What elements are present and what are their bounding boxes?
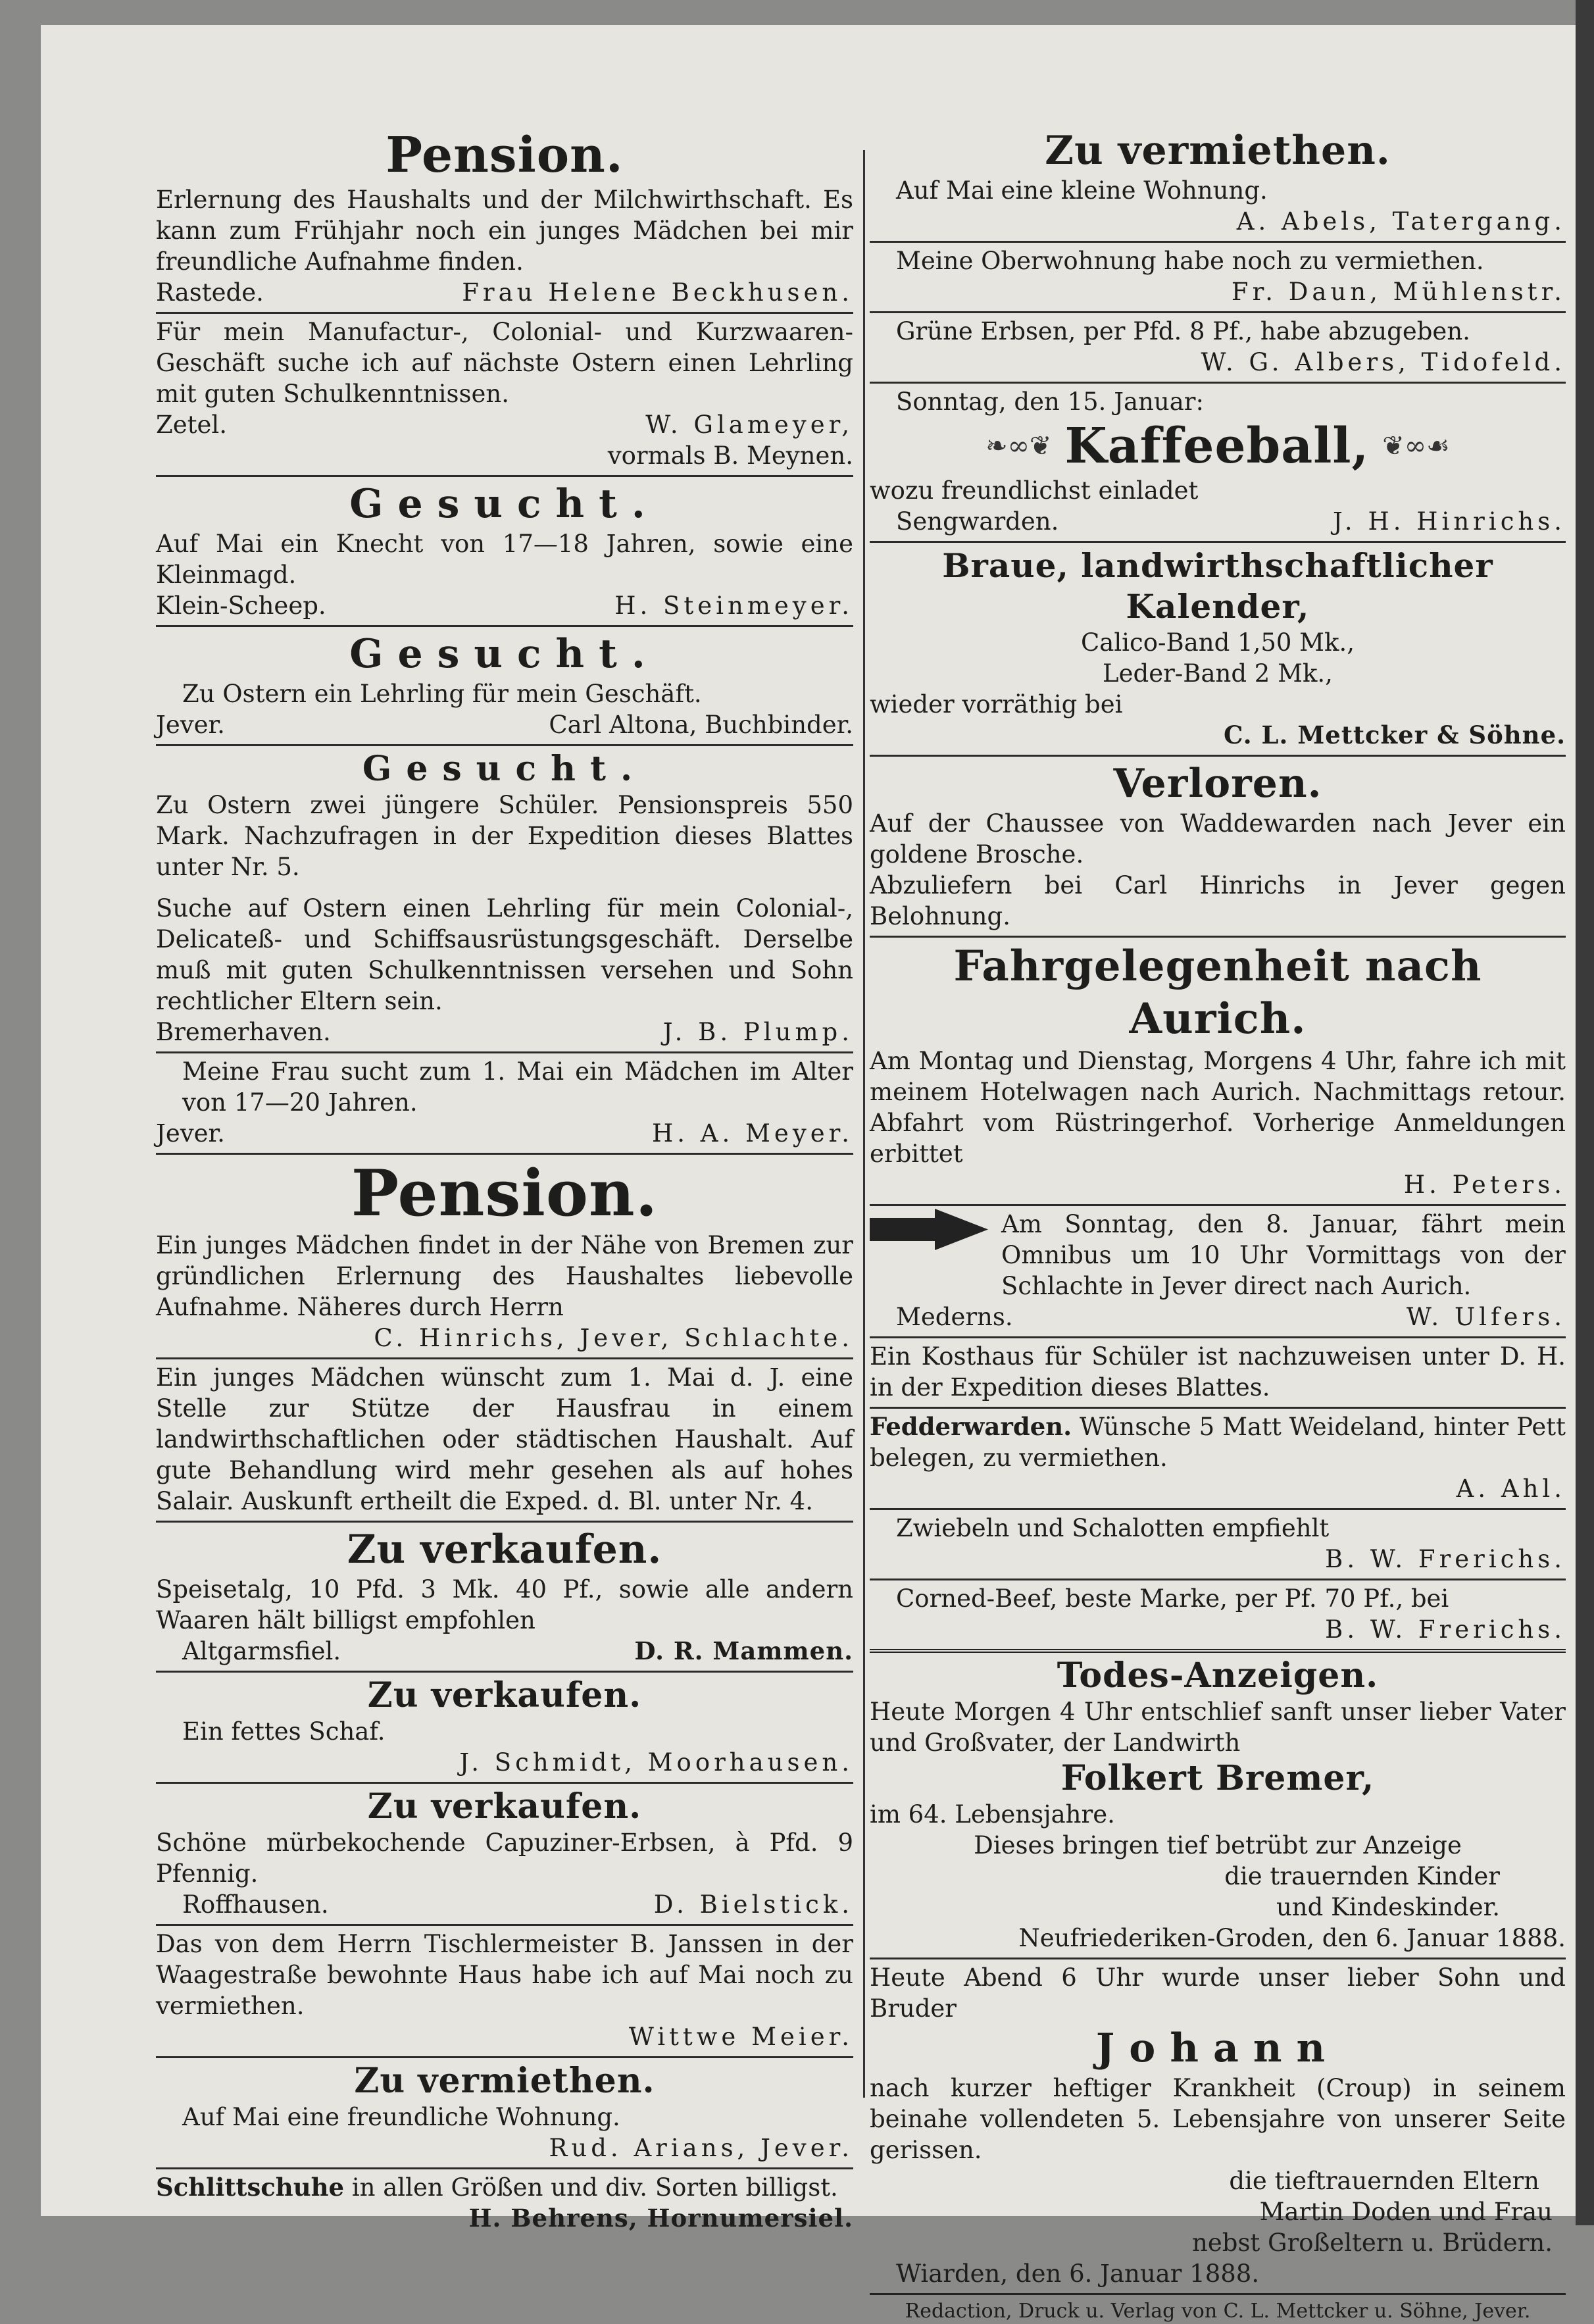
- ad-text: Am Sonntag, den 8. Januar, fährt mein Omnibus um 10 Uhr Vormittags von der Schlachte in Jever direct nach Aurich.: [1001, 1210, 1566, 1300]
- ad-line-2: die trauernden Kinder: [1224, 1862, 1500, 1890]
- ad-text-2: Abzuliefern bei Carl Hinrichs in Jever gegen Belohnung.: [870, 871, 1566, 930]
- ad-stelle-hausfrau: [156, 1357, 853, 1521]
- ad-text: Wünsche 5 Matt Weideland, hinter Pett belegen, zu vermiethen.: [870, 1413, 1566, 1472]
- ad-age: im 64. Lebensjahre.: [870, 1800, 1115, 1829]
- ad-text: Auf Mai eine kleine Wohnung.: [896, 176, 1268, 205]
- ad-text: Ein junges Mädchen wünscht zum 1. Mai d. J. eine Stelle zur Stütze der Hausfrau in einem landwirthschaftlichen oder städtischen Haushalt. Auf gute Behandlung wird mehr gesehen als auf hohes Salair. Auskunft ertheilt die Exped. d. Bl. unter Nr. 4.: [156, 1363, 853, 1515]
- ad-fahrgelegenheit: [870, 936, 1566, 1204]
- ad-line-1: Dieses bringen tief betrübt zur Anzeige: [974, 1831, 1462, 1859]
- ad-place: Mederns.: [896, 1303, 1013, 1331]
- ad-text: Am Montag und Dienstag, Morgens 4 Uhr, fahre ich mit meinem Hotelwagen nach Aurich. Nachmittags retour. Abfahrt vom Rüstringerhof. Vorherige Anmeldungen erbittet: [870, 1047, 1566, 1168]
- deceased-name: Folkert Bremer,: [1060, 1758, 1375, 1798]
- ad-text: Heute Morgen 4 Uhr entschlief sanft unser lieber Vater und Großvater, der Landwirth: [870, 1698, 1566, 1757]
- ad-text: Heute Abend 6 Uhr wurde unser lieber Sohn und Bruder: [870, 1963, 1566, 2023]
- ad-line-3: wieder vorräthig bei: [870, 690, 1123, 719]
- ad-text: Corned-Beef, beste Marke, per Pf. 70 Pf., bei: [896, 1584, 1449, 1613]
- ad-pension-bremen: [156, 1153, 853, 1357]
- ad-title: Gesucht.: [349, 631, 660, 677]
- ornament-left-icon: ❧∞❦: [985, 431, 1052, 461]
- ad-signer-2: vormals B. Meynen.: [607, 442, 853, 470]
- ad-todes-johann: [870, 1958, 1566, 2293]
- ad-signer: B. W. Frerichs.: [1325, 1545, 1566, 1573]
- ad-place: Zetel.: [156, 411, 227, 439]
- ad-title: Todes-Anzeigen.: [1057, 1655, 1379, 1696]
- ad-verloren: [870, 755, 1566, 936]
- ad-signer: W. Glameyer,: [645, 411, 853, 439]
- ad-schlittschuhe: [156, 2167, 853, 2238]
- ad-signer: Wittwe Meier.: [628, 2023, 853, 2051]
- ad-weideland: [870, 1407, 1566, 1508]
- ad-line-2: Leder-Band 2 Mk.,: [1103, 659, 1333, 688]
- left-column: [156, 124, 853, 2238]
- ad-maedchen-meyer: [156, 1051, 853, 1153]
- ad-place: Wiarden, den 6. Januar 1888.: [896, 2260, 1260, 2288]
- ad-signer: A. Abels, Tatergang.: [1236, 207, 1566, 236]
- ornament-right-icon: ❦∞☙: [1382, 431, 1450, 461]
- ad-gesucht-lehrling: [156, 625, 853, 744]
- ad-title: Pension.: [351, 1156, 659, 1230]
- ad-text: Auf der Chaussee von Waddewarden nach Jever ein goldene Brosche.: [870, 809, 1566, 869]
- ad-text: Auf Mai ein Knecht von 17—18 Jahren, sowie eine Kleinmagd.: [156, 530, 853, 589]
- ad-title: Zu verkaufen.: [347, 1527, 662, 1573]
- ad-text: Grüne Erbsen, per Pfd. 8 Pf., habe abzugeben.: [896, 317, 1470, 345]
- ad-gesucht-schueler: [156, 744, 853, 1051]
- ad-vermiethen-abels: [870, 124, 1566, 241]
- ad-place: Altgarmsfiel.: [182, 1637, 341, 1665]
- ad-signer: Frau Helene Beckhusen.: [462, 278, 853, 307]
- ad-signer: J. B. Plump.: [662, 1018, 853, 1046]
- ad-place: Klein-Scheep.: [156, 592, 326, 620]
- ad-signer: H. Peters.: [1403, 1171, 1566, 1199]
- ad-line-1: die tieftrauernden Eltern: [1229, 2167, 1539, 2195]
- ad-title: Verloren.: [1113, 761, 1322, 807]
- column-rule: [863, 150, 865, 2098]
- ad-verkaufen-erbsen: [156, 1782, 853, 1924]
- ad-signer: W. Ulfers.: [1406, 1303, 1566, 1331]
- ad-lead: Schlittschuhe: [156, 2173, 345, 2202]
- ad-text: Zu Ostern ein Lehrling für mein Geschäft.: [182, 680, 702, 708]
- ad-text: Ein fettes Schaf.: [182, 1717, 386, 1746]
- ad-corned-beef: [870, 1579, 1566, 1649]
- ad-text: Auf Mai eine freundliche Wohnung.: [182, 2103, 620, 2131]
- ad-place: Rastede.: [156, 278, 264, 307]
- ad-zwiebeln: [870, 1508, 1566, 1579]
- ad-verkaufen-speisetalg: [156, 1521, 853, 1671]
- ad-text: Schöne mürbekochende Capuziner-Erbsen, à Pfd. 9 Pfennig.: [156, 1829, 853, 1888]
- ad-signer: D. Bielstick.: [653, 1890, 853, 1919]
- ad-pension-rastede: [156, 124, 853, 312]
- ad-signer: H. Behrens, Hornumersiel.: [468, 2204, 853, 2233]
- ad-lehrling-zetel: [156, 312, 853, 475]
- ad-signer: W. G. Albers, Tidofeld.: [1201, 348, 1566, 376]
- ad-verkaufen-schaf: [156, 1671, 853, 1782]
- ad-title: Kaffeeball,: [1064, 418, 1370, 474]
- right-column: [870, 124, 1566, 2324]
- impressum: Redaction, Druck u. Verlag von C. L. Mettcker u. Söhne, Jever.: [870, 2293, 1566, 2324]
- ad-signer: J. Schmidt, Moorhausen.: [459, 1748, 853, 1777]
- ad-haus-waagestrasse: [156, 1924, 853, 2056]
- ad-title: Fahrgelegenheit nach Aurich.: [953, 942, 1482, 1044]
- ad-signer: B. W. Frerichs.: [1325, 1615, 1566, 1644]
- ad-place: Roffhausen.: [182, 1890, 329, 1919]
- ad-signer: D. R. Mammen.: [634, 1636, 853, 1665]
- ad-text: Zwiebeln und Schalotten empfiehlt: [896, 1514, 1330, 1542]
- ad-place: Jever.: [156, 1119, 225, 1148]
- ad-line-3: und Kindeskinder.: [1276, 1893, 1500, 1921]
- ad-text: Meine Oberwohnung habe noch zu vermiethen.: [896, 247, 1484, 275]
- ad-text: Das von dem Herrn Tischlermeister B. Janssen in der Waagestraße bewohnte Haus habe ich auf Mai noch zu vermiethen.: [156, 1930, 853, 2020]
- pointing-hand-icon: [870, 1209, 988, 1255]
- ad-text: Erlernung des Haushalts und der Milchwirthschaft. Es kann zum Frühjahr noch ein junges Mädchen bei mir freundliche Aufnahme finden.: [156, 186, 853, 276]
- ad-omnibus: [870, 1204, 1566, 1336]
- ad-text: Zu Ostern zwei jüngere Schüler. Pensionspreis 550 Mark. Nachzufragen in der Expedition dieses Blattes unter Nr. 5.: [156, 791, 853, 881]
- ad-lead: Fedderwarden.: [870, 1412, 1072, 1441]
- ad-signer: J. H. Hinrichs.: [1332, 507, 1566, 536]
- ad-date: Sonntag, den 15. Januar:: [896, 388, 1204, 416]
- ad-text: Für mein Manufactur-, Colonial- und Kurzwaaren-Geschäft suche ich auf nächste Ostern einen Lehrling mit guten Schulkenntnissen.: [156, 318, 853, 408]
- ad-signer: C. L. Mettcker & Söhne.: [1223, 720, 1566, 749]
- ad-title: Zu verkaufen.: [367, 1786, 642, 1827]
- ad-line-1: Calico-Band 1,50 Mk.,: [1080, 628, 1355, 657]
- ad-signer: Fr. Daun, Mühlenstr.: [1231, 278, 1566, 306]
- ad-place: Jever.: [156, 711, 225, 739]
- ad-signer: Carl Altona, Buchbinder.: [549, 711, 853, 739]
- ad-line-2: Martin Doden und Frau: [1259, 2198, 1553, 2226]
- ad-title: Pension.: [386, 127, 624, 184]
- ad-todes-bremer: [870, 1649, 1566, 1958]
- ad-signer: H. Steinmeyer.: [614, 592, 853, 620]
- ad-oberwohnung: [870, 241, 1566, 311]
- ad-text: Ein Kosthaus für Schüler ist nachzuweisen unter D. H. in der Expedition dieses Blattes.: [870, 1342, 1566, 1402]
- ad-gesucht-knecht: [156, 475, 853, 625]
- ad-line-3: nebst Großeltern u. Brüdern.: [1192, 2229, 1553, 2257]
- ad-signer: C. Hinrichs, Jever, Schlachte.: [374, 1324, 853, 1352]
- ad-place: Sengwarden.: [896, 507, 1059, 536]
- ad-kosthaus: [870, 1336, 1566, 1407]
- ad-place: Neufriederiken-Groden, den 6. Januar 1888.: [1018, 1924, 1566, 1952]
- ad-title: Gesucht.: [362, 749, 647, 789]
- deceased-name: Johann: [1095, 2025, 1340, 2071]
- ad-title: Zu vermiethen.: [354, 2061, 655, 2101]
- ad-kaffeeball: [870, 382, 1566, 541]
- ad-text: Ein junges Mädchen findet in der Nähe von Bremen zur gründlichen Erlernung des Haushaltes liebevolle Aufnahme. Näheres durch Herrn: [156, 1231, 853, 1321]
- ad-title: Braue, landwirthschaftlicher Kalender,: [942, 546, 1493, 626]
- ad-vermiethen-arians: [156, 2056, 853, 2167]
- ad-text: Speisetalg, 10 Pfd. 3 Mk. 40 Pf., sowie alle andern Waaren hält billigst empfohlen: [156, 1575, 853, 1634]
- ad-signer: H. A. Meyer.: [652, 1119, 853, 1148]
- newspaper-page: [41, 25, 1580, 2323]
- ad-text-2: nach kurzer heftiger Krankheit (Croup) in seinem beinahe vollendeten 5. Lebensjahre von unserer Seite gerissen.: [870, 2074, 1566, 2164]
- ad-signer: A. Ahl.: [1456, 1475, 1566, 1503]
- ad-kalender: [870, 541, 1566, 755]
- ad-title: Gesucht.: [349, 481, 660, 527]
- ad-text-2: Suche auf Ostern einen Lehrling für mein Colonial-, Delicateß- und Schiffsausrüstungsgeschäft. Derselbe muß mit guten Schulkenntnissen versehen und Sohn rechtlicher Eltern sein.: [156, 894, 853, 1015]
- ad-text: in allen Größen und div. Sorten billigst.: [351, 2173, 838, 2202]
- ad-gruene-erbsen: [870, 311, 1566, 382]
- ad-text: Meine Frau sucht zum 1. Mai ein Mädchen im Alter von 17—20 Jahren.: [182, 1057, 853, 1117]
- ad-place: Bremerhaven.: [156, 1018, 331, 1046]
- ad-text: wozu freundlichst einladet: [870, 476, 1199, 505]
- ad-signer: Rud. Arians, Jever.: [549, 2134, 853, 2162]
- ad-title: Zu verkaufen.: [367, 1675, 642, 1715]
- ad-title: Zu vermiethen.: [1045, 128, 1391, 174]
- scan-edge: [1576, 0, 1594, 2225]
